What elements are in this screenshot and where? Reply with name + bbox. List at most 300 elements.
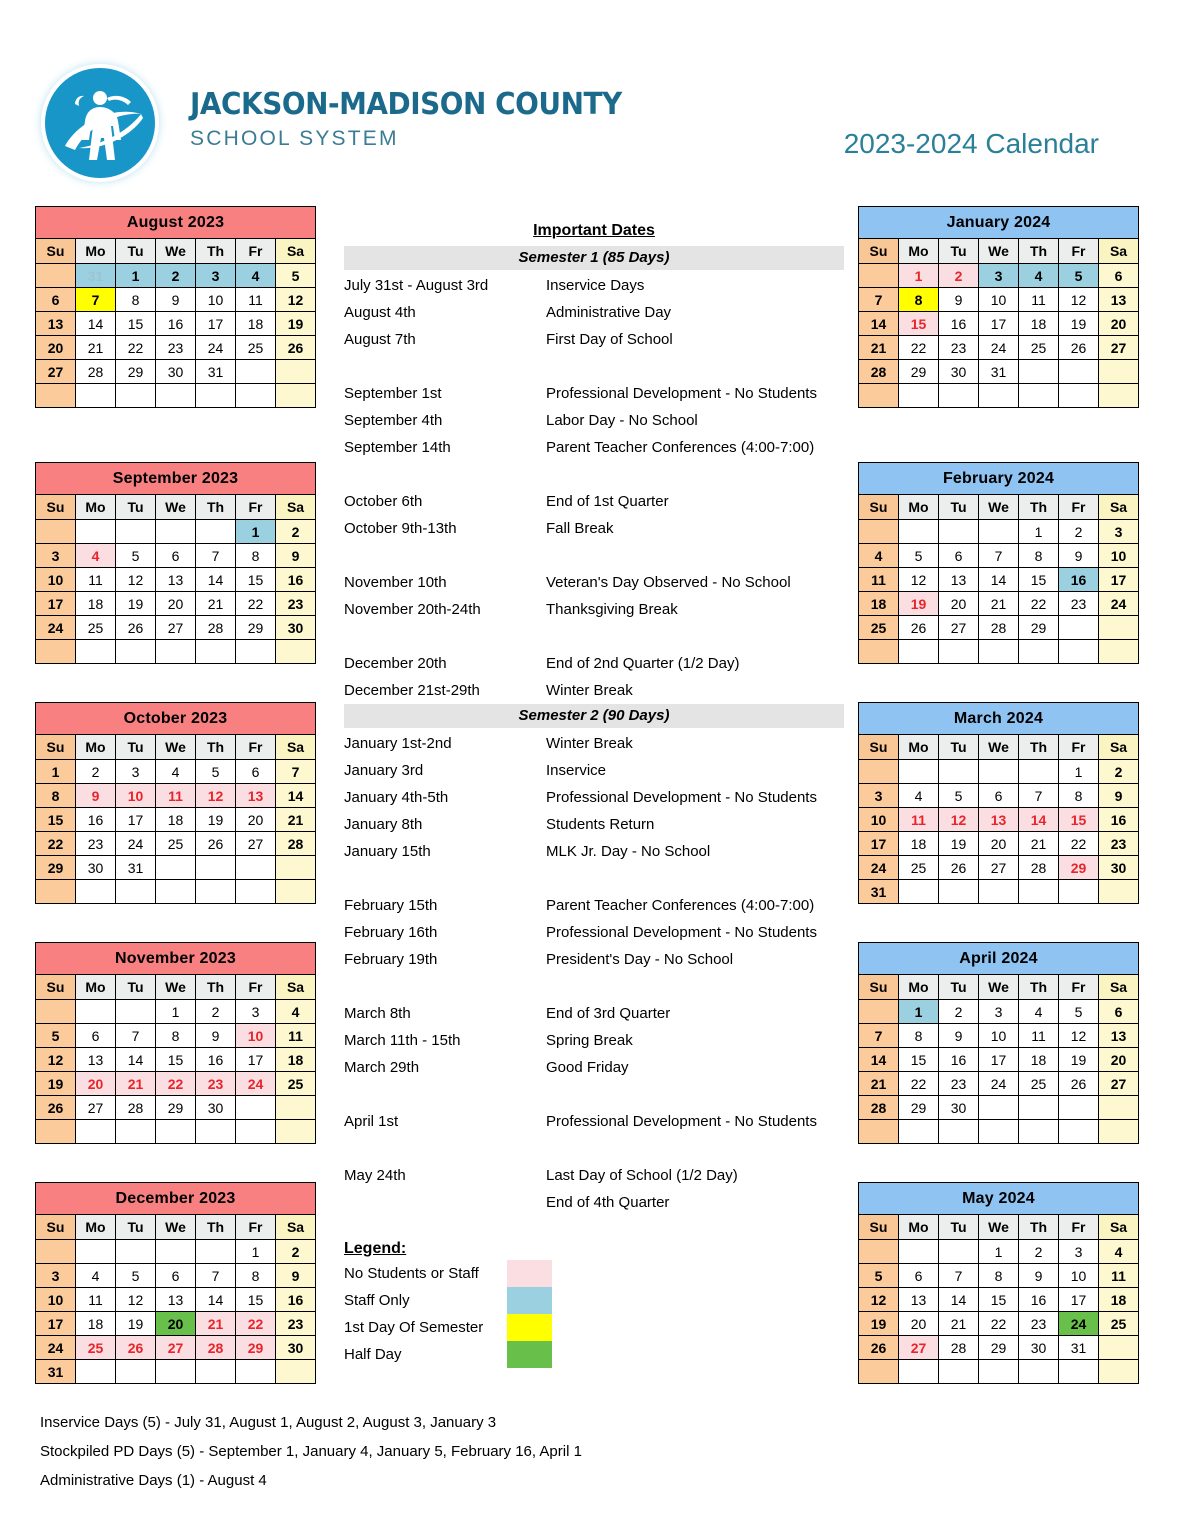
day-cell: 24 — [1099, 592, 1139, 616]
week-row — [859, 336, 1139, 360]
dow-header-tu: Tu — [939, 1215, 979, 1240]
dow-header-sa: Sa — [276, 975, 316, 1000]
day-cell: 23 — [156, 336, 196, 360]
day-cell: 9 — [196, 1024, 236, 1048]
dow-header-th: Th — [1019, 735, 1059, 760]
dow-header-sa: Sa — [276, 1215, 316, 1240]
day-cell: 10 — [116, 784, 156, 808]
important-date-when: January 3rd — [344, 762, 424, 779]
day-cell: 19 — [859, 1312, 899, 1336]
day-cell: 22 — [1019, 592, 1059, 616]
day-cell: 19 — [1059, 312, 1099, 336]
day-cell: 2 — [76, 760, 116, 784]
dow-header-we: We — [156, 975, 196, 1000]
important-date-event — [546, 461, 844, 488]
empty-day-cell — [979, 880, 1019, 904]
day-cell: 14 — [116, 1048, 156, 1072]
day-cell: 15 — [979, 1288, 1019, 1312]
empty-day-cell — [76, 1000, 116, 1024]
empty-day-cell — [156, 880, 196, 904]
important-date-event: Veteran's Day Observed - No School — [546, 574, 791, 591]
empty-day-cell — [979, 1096, 1019, 1120]
empty-day-cell — [116, 1240, 156, 1264]
day-cell: 5 — [116, 544, 156, 568]
empty-day-cell — [236, 856, 276, 880]
week-row — [36, 1096, 316, 1120]
day-cell: 19 — [196, 808, 236, 832]
important-date-when: December 20th — [344, 655, 447, 672]
day-cell: 21 — [859, 1072, 899, 1096]
day-cell: 13 — [36, 312, 76, 336]
day-cell: 9 — [276, 1264, 316, 1288]
important-date-row — [344, 326, 844, 353]
important-date-row — [344, 380, 844, 407]
empty-day-cell — [1059, 880, 1099, 904]
day-cell: 30 — [156, 360, 196, 384]
empty-day-cell — [36, 1120, 76, 1144]
week-row — [36, 784, 316, 808]
day-cell: 21 — [76, 336, 116, 360]
important-date-when: July 31st - August 3rd — [344, 277, 489, 294]
dow-header-th: Th — [1019, 239, 1059, 264]
month-calendar — [35, 206, 316, 408]
day-cell: 26 — [899, 616, 939, 640]
empty-day-cell — [1059, 616, 1099, 640]
empty-day-cell — [236, 640, 276, 664]
empty-day-cell — [116, 520, 156, 544]
important-dates-title: Important Dates — [533, 222, 655, 239]
important-date-when: March 29th — [344, 1059, 420, 1076]
empty-day-cell — [899, 1240, 939, 1264]
empty-day-cell — [76, 880, 116, 904]
important-date-when — [344, 542, 546, 569]
day-cell: 11 — [76, 568, 116, 592]
empty-day-cell — [36, 264, 76, 288]
week-row — [859, 1312, 1139, 1336]
empty-day-cell — [116, 1000, 156, 1024]
empty-day-cell — [859, 760, 899, 784]
week-row — [859, 1288, 1139, 1312]
empty-day-cell — [196, 1240, 236, 1264]
important-date-when: February 16th — [344, 924, 438, 941]
day-cell: 28 — [859, 360, 899, 384]
day-cell: 10 — [1099, 544, 1139, 568]
day-cell: 18 — [156, 808, 196, 832]
day-cell: 1 — [236, 1240, 276, 1264]
day-cell: 18 — [1099, 1288, 1139, 1312]
page-title: 2023-2024 Calendar — [843, 128, 1099, 159]
day-cell: 18 — [276, 1048, 316, 1072]
empty-day-cell — [76, 384, 116, 408]
week-row — [36, 1360, 316, 1384]
footnote-line: Inservice Days (5) - July 31, August 1, August 2, August 3, January 3 — [40, 1414, 497, 1431]
day-cell: 3 — [979, 264, 1019, 288]
week-row — [859, 544, 1139, 568]
day-cell: 24 — [859, 856, 899, 880]
legend-item-label: Half Day — [344, 1346, 402, 1363]
day-cell: 3 — [1099, 520, 1139, 544]
day-cell: 5 — [196, 760, 236, 784]
day-cell: 25 — [1019, 336, 1059, 360]
important-date-row — [344, 1054, 844, 1081]
day-cell: 22 — [236, 592, 276, 616]
empty-day-cell — [979, 384, 1019, 408]
month-title: April 2024 — [859, 943, 1139, 975]
empty-day-cell — [36, 1000, 76, 1024]
day-cell: 2 — [196, 1000, 236, 1024]
day-cell: 13 — [236, 784, 276, 808]
dow-header-su: Su — [859, 495, 899, 520]
spacer-row — [344, 973, 844, 1000]
month-calendar — [858, 462, 1139, 664]
day-cell: 29 — [1059, 856, 1099, 880]
day-cell: 30 — [196, 1096, 236, 1120]
important-date-when: April 1st — [344, 1113, 399, 1130]
important-date-event: Parent Teacher Conferences (4:00-7:00) — [546, 897, 815, 914]
day-cell: 12 — [196, 784, 236, 808]
important-date-when: January 15th — [344, 843, 431, 860]
dow-header-we: We — [979, 1215, 1019, 1240]
important-date-row — [344, 1162, 844, 1189]
day-cell: 31 — [116, 856, 156, 880]
day-cell: 24 — [36, 616, 76, 640]
day-cell: 7 — [859, 1024, 899, 1048]
month-title: December 2023 — [36, 1183, 316, 1215]
empty-day-cell — [36, 520, 76, 544]
day-cell: 30 — [1099, 856, 1139, 880]
month-title: February 2024 — [859, 463, 1139, 495]
important-date-event: Professional Development - No Students — [546, 385, 817, 402]
important-date-row — [344, 757, 844, 784]
important-date-event: Professional Development - No Students — [546, 1113, 817, 1130]
legend-color-swatch — [507, 1341, 552, 1368]
important-date-event: Students Return — [546, 816, 655, 833]
day-cell: 28 — [196, 1336, 236, 1360]
day-cell: 3 — [36, 1264, 76, 1288]
empty-day-cell — [899, 760, 939, 784]
day-cell: 14 — [76, 312, 116, 336]
empty-day-cell — [236, 384, 276, 408]
dow-header-mo: Mo — [899, 239, 939, 264]
semester1-band: Semester 1 (85 Days) — [344, 246, 844, 270]
important-date-event: President's Day - No School — [546, 951, 734, 968]
day-cell: 5 — [116, 1264, 156, 1288]
district-logo — [45, 68, 160, 183]
week-row — [36, 1120, 316, 1144]
week-row — [859, 520, 1139, 544]
day-cell: 15 — [156, 1048, 196, 1072]
month-title: October 2023 — [36, 703, 316, 735]
day-cell: 11 — [1099, 1264, 1139, 1288]
week-row — [36, 384, 316, 408]
month-calendar — [35, 1182, 316, 1384]
day-cell: 6 — [939, 544, 979, 568]
empty-day-cell — [939, 640, 979, 664]
important-date-event — [546, 1081, 844, 1108]
dow-header-we: We — [156, 239, 196, 264]
day-cell: 6 — [1099, 264, 1139, 288]
day-cell: 5 — [899, 544, 939, 568]
day-cell: 2 — [156, 264, 196, 288]
important-date-row — [344, 488, 844, 515]
day-cell: 23 — [1059, 592, 1099, 616]
day-cell: 29 — [156, 1096, 196, 1120]
day-cell: 14 — [196, 1288, 236, 1312]
empty-day-cell — [979, 520, 1019, 544]
day-cell: 18 — [1019, 1048, 1059, 1072]
week-row — [36, 264, 316, 288]
day-cell: 18 — [236, 312, 276, 336]
day-cell: 14 — [196, 568, 236, 592]
empty-day-cell — [196, 384, 236, 408]
day-cell: 14 — [859, 1048, 899, 1072]
empty-day-cell — [36, 384, 76, 408]
day-cell: 11 — [156, 784, 196, 808]
day-cell: 20 — [899, 1312, 939, 1336]
empty-day-cell — [156, 1240, 196, 1264]
day-cell: 29 — [116, 360, 156, 384]
empty-day-cell — [236, 1120, 276, 1144]
day-cell: 30 — [939, 360, 979, 384]
day-cell: 15 — [899, 1048, 939, 1072]
day-cell: 22 — [156, 1072, 196, 1096]
day-cell: 29 — [899, 1096, 939, 1120]
day-cell: 10 — [979, 1024, 1019, 1048]
day-cell: 1 — [36, 760, 76, 784]
dow-header-sa: Sa — [1099, 735, 1139, 760]
important-date-when: August 4th — [344, 304, 416, 321]
week-row — [36, 616, 316, 640]
day-cell: 12 — [276, 288, 316, 312]
day-cell: 27 — [36, 360, 76, 384]
important-date-row — [344, 919, 844, 946]
dow-header-su: Su — [859, 735, 899, 760]
day-cell: 2 — [1099, 760, 1139, 784]
dow-header-sa: Sa — [276, 735, 316, 760]
empty-day-cell — [196, 880, 236, 904]
day-cell: 5 — [1059, 1000, 1099, 1024]
day-cell: 30 — [939, 1096, 979, 1120]
week-row — [36, 568, 316, 592]
empty-day-cell — [76, 1120, 116, 1144]
semester2-band: Semester 2 (90 Days) — [344, 704, 844, 728]
dow-header-th: Th — [196, 239, 236, 264]
dow-header-mo: Mo — [76, 239, 116, 264]
empty-day-cell — [899, 640, 939, 664]
day-cell: 17 — [979, 312, 1019, 336]
empty-day-cell — [1019, 880, 1059, 904]
day-cell: 12 — [899, 568, 939, 592]
legend-item-label: Staff Only — [344, 1292, 410, 1309]
day-cell: 24 — [979, 1072, 1019, 1096]
dow-header-sa: Sa — [276, 239, 316, 264]
empty-day-cell — [156, 1360, 196, 1384]
day-cell: 24 — [36, 1336, 76, 1360]
important-date-when — [344, 1135, 546, 1162]
day-cell: 21 — [196, 592, 236, 616]
day-cell: 11 — [899, 808, 939, 832]
day-cell: 15 — [1059, 808, 1099, 832]
day-cell: 9 — [76, 784, 116, 808]
empty-day-cell — [899, 1120, 939, 1144]
day-cell: 25 — [236, 336, 276, 360]
day-cell: 27 — [979, 856, 1019, 880]
dow-header-we: We — [979, 975, 1019, 1000]
week-row — [859, 1264, 1139, 1288]
day-cell: 16 — [276, 1288, 316, 1312]
week-row — [859, 760, 1139, 784]
dow-header-th: Th — [196, 1215, 236, 1240]
day-cell: 15 — [116, 312, 156, 336]
day-cell: 4 — [1019, 1000, 1059, 1024]
day-cell: 7 — [196, 544, 236, 568]
day-cell: 8 — [899, 288, 939, 312]
dow-header-tu: Tu — [939, 975, 979, 1000]
important-date-when — [344, 461, 546, 488]
important-date-event: Last Day of School (1/2 Day) — [546, 1167, 738, 1184]
day-cell: 31 — [979, 360, 1019, 384]
dow-header-th: Th — [1019, 495, 1059, 520]
day-cell: 8 — [899, 1024, 939, 1048]
important-date-event: MLK Jr. Day - No School — [546, 843, 711, 860]
day-cell: 1 — [899, 1000, 939, 1024]
dow-header-tu: Tu — [116, 975, 156, 1000]
important-date-when: January 4th-5th — [344, 789, 449, 806]
important-date-when — [344, 865, 546, 892]
day-cell: 8 — [236, 1264, 276, 1288]
important-date-event — [546, 1135, 844, 1162]
legend-color-swatch — [507, 1314, 552, 1341]
important-date-when: February 19th — [344, 951, 438, 968]
important-date-when: November 20th-24th — [344, 601, 481, 618]
dow-header-fr: Fr — [236, 1215, 276, 1240]
empty-day-cell — [116, 384, 156, 408]
week-row — [859, 1024, 1139, 1048]
day-cell: 6 — [76, 1024, 116, 1048]
legend-item-label: No Students or Staff — [344, 1265, 479, 1282]
day-cell: 7 — [276, 760, 316, 784]
day-cell: 17 — [1059, 1288, 1099, 1312]
important-date-event: Professional Development - No Students — [546, 789, 817, 806]
day-cell: 6 — [156, 1264, 196, 1288]
day-cell: 7 — [859, 288, 899, 312]
important-date-event — [546, 865, 844, 892]
footnote-line: Stockpiled PD Days (5) - September 1, January 4, January 5, February 16, April 1 — [40, 1443, 582, 1460]
important-date-row — [344, 650, 844, 677]
dow-header-we: We — [156, 1215, 196, 1240]
day-cell: 15 — [1019, 568, 1059, 592]
important-date-row — [344, 677, 844, 704]
day-cell: 6 — [156, 544, 196, 568]
day-cell: 12 — [36, 1048, 76, 1072]
day-cell: 12 — [859, 1288, 899, 1312]
day-cell: 10 — [36, 568, 76, 592]
day-cell: 11 — [1019, 288, 1059, 312]
day-cell: 18 — [1019, 312, 1059, 336]
week-row — [859, 312, 1139, 336]
day-cell: 16 — [196, 1048, 236, 1072]
day-cell: 3 — [236, 1000, 276, 1024]
empty-day-cell — [1019, 640, 1059, 664]
important-date-row — [344, 596, 844, 623]
semester1-dates-table — [344, 272, 844, 704]
day-cell: 7 — [196, 1264, 236, 1288]
important-date-when — [344, 1189, 546, 1216]
day-cell: 2 — [939, 1000, 979, 1024]
district-name: JACKSON-MADISON COUNTY — [190, 87, 622, 122]
important-date-event: Professional Development - No Students — [546, 924, 817, 941]
empty-day-cell — [939, 520, 979, 544]
dow-header-su: Su — [859, 239, 899, 264]
empty-day-cell — [939, 1120, 979, 1144]
legend-color-swatch — [507, 1260, 552, 1287]
day-cell: 16 — [1019, 1288, 1059, 1312]
day-cell: 21 — [859, 336, 899, 360]
day-cell: 17 — [196, 312, 236, 336]
dow-header-su: Su — [36, 975, 76, 1000]
week-row — [859, 1120, 1139, 1144]
dow-header-su: Su — [859, 975, 899, 1000]
day-cell: 1 — [1059, 760, 1099, 784]
legend-panel — [344, 1240, 604, 1368]
day-cell: 12 — [116, 1288, 156, 1312]
dow-header-mo: Mo — [76, 735, 116, 760]
week-row — [859, 616, 1139, 640]
empty-day-cell — [196, 856, 236, 880]
day-cell: 16 — [76, 808, 116, 832]
empty-day-cell — [276, 1120, 316, 1144]
day-cell: 6 — [1099, 1000, 1139, 1024]
empty-day-cell — [276, 360, 316, 384]
week-row — [36, 832, 316, 856]
dow-header-mo: Mo — [76, 975, 116, 1000]
dow-header-tu: Tu — [116, 239, 156, 264]
district-subtitle: SCHOOL SYSTEM — [190, 127, 399, 150]
dow-header-we: We — [156, 495, 196, 520]
empty-day-cell — [276, 880, 316, 904]
day-cell: 30 — [1019, 1336, 1059, 1360]
day-cell: 11 — [276, 1024, 316, 1048]
day-cell: 9 — [276, 544, 316, 568]
day-cell: 17 — [859, 832, 899, 856]
week-row — [859, 1000, 1139, 1024]
day-cell: 6 — [236, 760, 276, 784]
week-row — [859, 856, 1139, 880]
legend-title: Legend: — [344, 1240, 407, 1257]
day-cell: 2 — [1019, 1240, 1059, 1264]
day-cell: 26 — [276, 336, 316, 360]
important-date-event: Inservice — [546, 762, 607, 779]
spacer-row — [344, 542, 844, 569]
empty-day-cell — [196, 640, 236, 664]
empty-day-cell — [196, 1120, 236, 1144]
day-cell: 24 — [1059, 1312, 1099, 1336]
day-cell: 2 — [276, 520, 316, 544]
spacer-row — [344, 353, 844, 380]
day-cell: 21 — [116, 1072, 156, 1096]
month-calendar — [858, 206, 1139, 408]
empty-day-cell — [859, 640, 899, 664]
week-row — [36, 760, 316, 784]
empty-day-cell — [859, 1360, 899, 1384]
dow-header-su: Su — [36, 735, 76, 760]
important-date-row — [344, 407, 844, 434]
day-cell: 5 — [859, 1264, 899, 1288]
day-cell: 5 — [36, 1024, 76, 1048]
week-row — [36, 1048, 316, 1072]
day-cell: 15 — [36, 808, 76, 832]
day-cell: 8 — [1019, 544, 1059, 568]
